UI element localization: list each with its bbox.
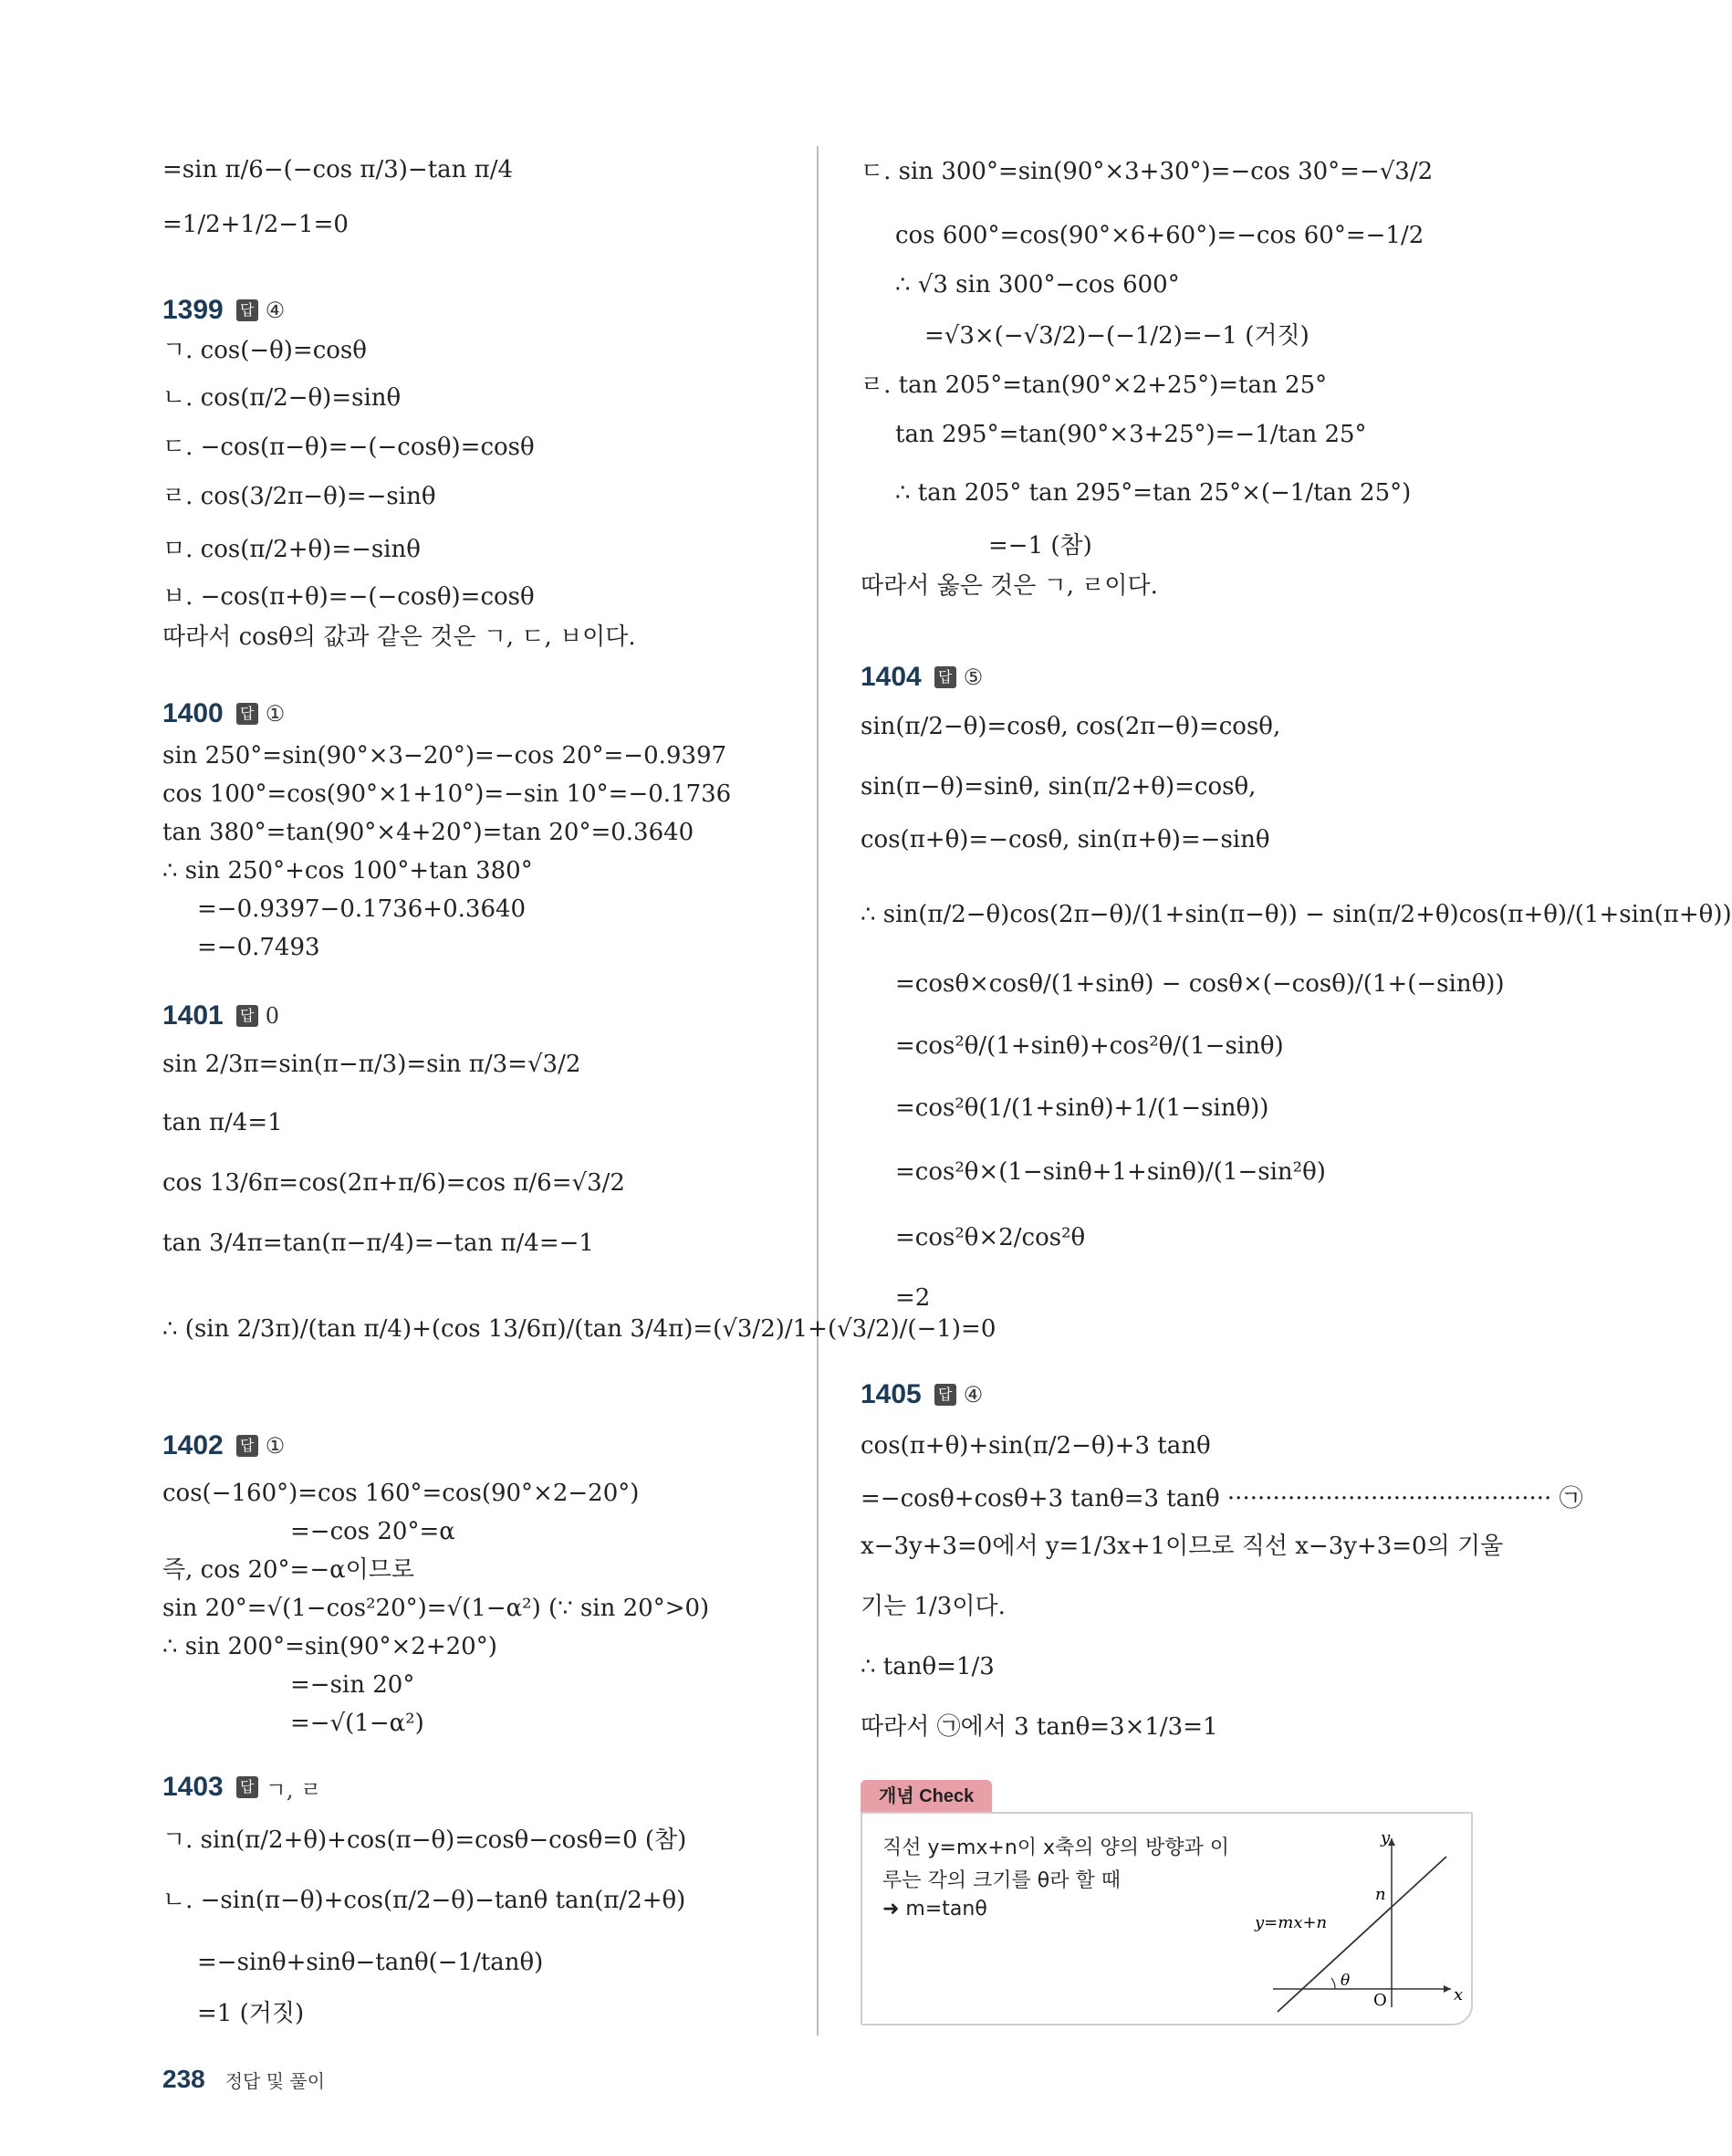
answer-badge-icon: 답 xyxy=(236,703,258,725)
solution-line: 기는 1/3이다. xyxy=(861,1593,1006,1620)
angle-label: θ xyxy=(1341,1972,1351,1990)
solution-line: =−√(1−α²) xyxy=(290,1710,424,1737)
problem-number: 1404 xyxy=(861,662,922,692)
solution-line: ㄷ. sin 300°=sin(90°×3+30°)=−cos 30°=−√3/2 xyxy=(861,158,1434,185)
answer-value: 0 xyxy=(265,1003,280,1029)
problem-number: 1402 xyxy=(162,1430,224,1460)
solution-line: ㄹ. cos(3/2π−θ)=−sinθ xyxy=(162,483,436,510)
solution-line: sin(π/2−θ)=cosθ, cos(2π−θ)=cosθ, xyxy=(861,713,1281,740)
solution-line: ∴ tanθ=1/3 xyxy=(861,1653,995,1680)
solution-line: =−cos 20°=α xyxy=(290,1518,455,1545)
concept-line-2: 루는 각의 크기를 θ라 할 때 xyxy=(882,1869,1121,1892)
solution-line: ㅂ. −cos(π+θ)=−(−cosθ)=cosθ xyxy=(162,583,535,611)
page-footer xyxy=(162,2065,325,2094)
y-axis-label: y xyxy=(1381,1828,1391,1847)
concept-check-tab: 개념 Check xyxy=(861,1780,992,1813)
solution-line: cos 100°=cos(90°×1+10°)=−sin 10°=−0.1736 xyxy=(162,780,732,808)
answer-value: ㄱ, ㄹ xyxy=(265,1776,322,1803)
problem-number: 1399 xyxy=(162,295,224,325)
solution-line: 즉, cos 20°=−α이므로 xyxy=(162,1556,415,1584)
solution-line: ∴ (sin 2/3π)/(tan π/4)+(cos 13/6π)/(tan 3/4π)=(√3/2)/1+(√3/2)/(−1)=0 xyxy=(162,1315,996,1343)
angle-arc xyxy=(1331,1978,1335,1989)
solution-line: ㄴ. cos(π/2−θ)=sinθ xyxy=(162,384,402,412)
answer-value: ① xyxy=(265,1433,286,1459)
solution-line: =2 xyxy=(895,1284,931,1312)
intercept-label: n xyxy=(1375,1885,1386,1904)
solution-line: ㄱ. cos(−θ)=cosθ xyxy=(162,337,367,364)
solution-line: ∴ tan 205° tan 295°=tan 25°×(−1/tan 25°) xyxy=(895,479,1412,507)
solution-line: ㄷ. −cos(π−θ)=−(−cosθ)=cosθ xyxy=(162,434,535,461)
solution-line: =cos²θ(1/(1+sinθ)+1/(1−sinθ)) xyxy=(895,1094,1269,1122)
problem-heading xyxy=(162,1771,321,1804)
origin-label: O xyxy=(1373,1991,1387,2010)
x-axis-label: x xyxy=(1454,1985,1464,2004)
solution-line: =cos²θ×(1−sinθ+1+sinθ)/(1−sin²θ) xyxy=(895,1158,1326,1186)
solution-line: tan 295°=tan(90°×3+25°)=−1/tan 25° xyxy=(895,421,1367,448)
solution-line: ∴ sin 250°+cos 100°+tan 380° xyxy=(162,857,533,884)
solution-line: cos(−160°)=cos 160°=cos(90°×2−20°) xyxy=(162,1480,640,1507)
answer-value: ④ xyxy=(963,1382,984,1408)
page-label: 정답 및 풀이 xyxy=(224,2070,326,2092)
solution-line: =1 (거짓) xyxy=(197,2000,305,2027)
solution-line: =cos²θ×2/cos²θ xyxy=(895,1224,1086,1251)
solution-line: =−1 (참) xyxy=(988,532,1092,560)
x-axis-arrow xyxy=(1444,1985,1451,1993)
solution-line: ㅁ. cos(π/2+θ)=−sinθ xyxy=(162,536,421,563)
solution-line: =−sin 20° xyxy=(290,1671,415,1699)
solution-line: 따라서 ㉠에서 3 tanθ=3×1/3=1 xyxy=(861,1713,1218,1741)
solution-line: =sin π/6−(−cos π/3)−tan π/4 xyxy=(162,156,514,183)
answer-badge-icon: 답 xyxy=(236,1776,258,1798)
solution-line: cos 13/6π=cos(2π+π/6)=cos π/6=√3/2 xyxy=(162,1169,625,1197)
problem-heading xyxy=(162,1000,279,1032)
solution-line: ∴ sin(π/2−θ)cos(2π−θ)/(1+sin(π−θ)) − sin(π/2+θ)cos(π+θ)/(1+sin(π+θ)) xyxy=(861,901,1732,928)
solution-line: sin 250°=sin(90°×3−20°)=−cos 20°=−0.9397 xyxy=(162,742,727,769)
solution-line: 따라서 옳은 것은 ㄱ, ㄹ이다. xyxy=(861,572,1158,600)
problem-number: 1405 xyxy=(861,1379,922,1409)
problem-number: 1401 xyxy=(162,1000,224,1031)
solution-line: ㄱ. sin(π/2+θ)+cos(π−θ)=cosθ−cosθ=0 (참) xyxy=(162,1826,687,1854)
answer-badge-icon: 답 xyxy=(236,1435,258,1457)
concept-graph xyxy=(1255,1825,1465,2016)
solution-line: tan 3/4π=tan(π−π/4)=−tan π/4=−1 xyxy=(162,1230,594,1257)
solution-line: cos(π+θ)+sin(π/2−θ)+3 tanθ xyxy=(861,1432,1211,1460)
solution-line: ∴ √3 sin 300°−cos 600° xyxy=(895,271,1180,298)
concept-line-1: 직선 y=mx+n이 x축의 양의 방향과 이 xyxy=(882,1837,1230,1859)
solution-line: =√3×(−√3/2)−(−1/2)=−1 (거짓) xyxy=(924,322,1309,350)
problem-number: 1400 xyxy=(162,698,224,728)
problem-heading xyxy=(162,294,285,327)
problem-heading xyxy=(861,661,983,694)
solution-line: ㄴ. −sin(π−θ)+cos(π/2−θ)−tanθ tan(π/2+θ) xyxy=(162,1887,686,1914)
answer-badge-icon: 답 xyxy=(236,1005,258,1027)
answer-badge-icon: 답 xyxy=(934,1384,956,1406)
concept-check-box xyxy=(861,1812,1473,2025)
solution-line: =1/2+1/2−1=0 xyxy=(162,211,349,238)
answer-badge-icon: 답 xyxy=(934,666,956,688)
solution-line: =−0.9397−0.1736+0.3640 xyxy=(197,895,527,923)
solution-line: =−cosθ+cosθ+3 tanθ=3 tanθ ··········································· ㉠ xyxy=(861,1485,1583,1512)
answer-value: ⑤ xyxy=(963,665,984,690)
solution-line: 따라서 cosθ의 값과 같은 것은 ㄱ, ㄷ, ㅂ이다. xyxy=(162,623,636,651)
solution-line: sin 20°=√(1−cos²20°)=√(1−α²) (∵ sin 20°>0) xyxy=(162,1595,710,1622)
solution-line: sin 2/3π=sin(π−π/3)=sin π/3=√3/2 xyxy=(162,1051,581,1078)
concept-line-3: ➜ m=tanθ xyxy=(882,1898,987,1921)
problem-heading xyxy=(861,1378,983,1411)
solution-line: =−sinθ+sinθ−tanθ(−1/tanθ) xyxy=(197,1949,544,1976)
problem-heading xyxy=(162,697,285,730)
solution-line: =cosθ×cosθ/(1+sinθ) − cosθ×(−cosθ)/(1+(−sinθ)) xyxy=(895,970,1505,998)
answer-value: ① xyxy=(265,701,286,727)
answer-value: ④ xyxy=(265,298,286,323)
problem-heading xyxy=(162,1429,285,1462)
solution-line: =cos²θ/(1+sinθ)+cos²θ/(1−sinθ) xyxy=(895,1032,1284,1060)
page-number: 238 xyxy=(162,2065,205,2093)
answer-badge-icon: 답 xyxy=(236,299,258,321)
solution-line: =−0.7493 xyxy=(197,934,320,961)
solution-line: ∴ sin 200°=sin(90°×2+20°) xyxy=(162,1633,497,1660)
solution-line: sin(π−θ)=sinθ, sin(π/2+θ)=cosθ, xyxy=(861,773,1257,801)
solution-line: cos(π+θ)=−cosθ, sin(π+θ)=−sinθ xyxy=(861,826,1270,853)
solution-line: cos 600°=cos(90°×6+60°)=−cos 60°=−1/2 xyxy=(895,222,1424,249)
solution-line: x−3y+3=0에서 y=1/3x+1이므로 직선 x−3y+3=0의 기울 xyxy=(861,1533,1504,1560)
solution-line: tan π/4=1 xyxy=(162,1109,283,1136)
column-divider xyxy=(817,146,819,2036)
solution-line: tan 380°=tan(90°×4+20°)=tan 20°=0.3640 xyxy=(162,819,694,846)
solution-line: ㄹ. tan 205°=tan(90°×2+25°)=tan 25° xyxy=(861,372,1328,399)
line-equation-label: y=mx+n xyxy=(1255,1913,1328,1932)
problem-number: 1403 xyxy=(162,1772,224,1802)
